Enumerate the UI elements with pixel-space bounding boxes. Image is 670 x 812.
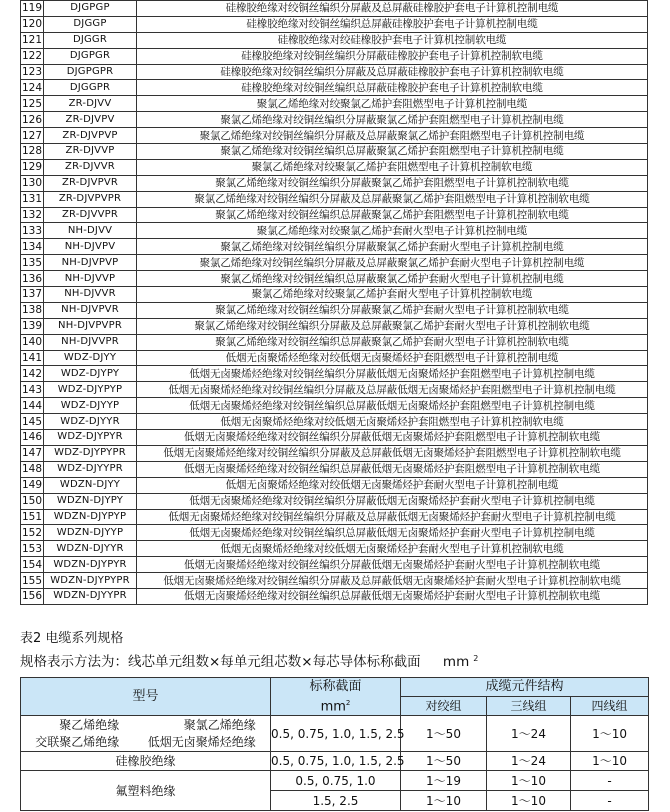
model-row-number: 126 [21,113,43,126]
spec-notation-line [20,650,478,670]
spec-pair-cell: 1～50 [401,752,487,771]
model-row [21,350,648,366]
cable-model-table-body [21,1,648,605]
model-row-code: WDZN-DJYPYP [44,509,137,525]
model-row [21,128,648,144]
model-row-number: 154 [21,558,43,571]
cable-spec-table [20,677,649,811]
model-row [21,191,648,207]
spec-row [21,716,649,752]
model-row-code: DJGPGPR [44,64,137,80]
model-row [21,382,648,398]
model-row-description: 低烟无卤聚烯烃绝缘对绞铜丝编织总屏蔽低烟无卤聚烯烃护套耐火型电子计算机控制电缆 [137,525,648,541]
model-row-description: 聚氯乙烯绝缘对绞铜丝编织分屏蔽及总屏蔽聚氯乙烯护套耐火型电子计算机控制电缆 [137,255,648,271]
model-row-description: 低烟无卤聚烯烃绝缘对绞低烟无卤聚烯烃护套阻燃型电子计算机控制软电缆 [137,414,648,430]
spec-model-pairs [21,717,270,751]
model-row [21,32,648,48]
spec-pair-cell: 1～10 [401,791,487,811]
model-row [21,16,648,32]
model-row-description: 聚氯乙烯绝缘对绞铜丝编织分屏蔽聚氯乙烯护套阻燃型电子计算机控制电缆 [137,112,648,128]
model-row-description: 低烟无卤聚烯烃绝缘对绞铜丝编织分屏蔽低烟无卤聚烯烃护套阻燃型电子计算机控制电缆 [137,366,648,382]
model-row-description: 硅橡胶绝缘对绞硅橡胶护套电子计算机控制软电缆 [137,32,648,48]
spec-quad-cell: 1～10 [571,752,649,771]
model-row-number: 153 [21,542,43,555]
model-row-description: 聚氯乙烯绝缘对绞铜丝编织分屏蔽聚氯乙烯护套耐火型电子计算机控制电缆 [137,239,648,255]
model-row-code: WDZ-DJYYP [44,398,137,414]
model-row-code: NH-DJVPVPR [44,318,137,334]
model-row-description: 硅橡胶绝缘对绞铜丝编织分屏蔽及总屏蔽硅橡胶护套电子计算机控制电缆 [137,1,648,17]
header-nominal-section-unit [271,695,400,715]
model-row-number: 148 [21,463,43,476]
model-row-description: 聚氯乙烯绝缘对绞铜丝编织分屏蔽聚氯乙烯护套阻燃型电子计算机控制软电缆 [137,175,648,191]
model-row-number: 132 [21,209,43,222]
model-row [21,207,648,223]
spec-quad-cell: - [571,791,649,811]
model-row-code: DJGGP [44,16,137,32]
model-row [21,255,648,271]
model-row-code: ZR-DJVVP [44,144,137,160]
model-row-description: 低烟无卤聚烯烃绝缘对绞铜丝编织总屏蔽低烟无卤聚烯烃护套耐火型电子计算机控制软电缆 [137,588,648,604]
model-row-number: 128 [21,145,43,158]
model-row-number: 140 [21,336,43,349]
model-row-code: DJGGR [44,32,137,48]
model-row-code: ZR-DJVVR [44,159,137,175]
model-row [21,366,648,382]
spec-row [21,771,649,791]
model-row [21,477,648,493]
model-row-number: 119 [21,2,43,15]
model-row-number: 143 [21,383,43,396]
model-row-description: 硅橡胶绝缘对绞铜丝编织分屏蔽及总屏蔽硅橡胶护套电子计算机控制软电缆 [137,64,648,80]
model-row-description: 低烟无卤聚烯烃绝缘对绞铜丝编织分屏蔽及总屏蔽低烟无卤聚烯烃护套耐火型电子计算机控制软电缆 [137,573,648,589]
spec-model-item: 聚氯乙烯绝缘 [183,717,256,732]
model-row-number: 146 [21,431,43,444]
spec-section-cell: 0.5, 0.75, 1.0, 1.5, 2.5 [271,716,401,752]
header-triple: 三线组 [487,697,571,716]
model-row-number: 147 [21,447,43,460]
model-row [21,334,648,350]
model-row-code: ZR-DJVPVP [44,128,137,144]
model-row-number: 125 [21,97,43,110]
model-row-number: 145 [21,415,43,428]
model-row-number: 155 [21,574,43,587]
model-row [21,48,648,64]
model-row-code: WDZN-DJYPYPR [44,573,137,589]
model-row-number: 130 [21,177,43,190]
model-row-description: 硅橡胶绝缘对绞铜丝编织总屏蔽硅橡胶护套电子计算机控制软电缆 [137,80,648,96]
header-quad: 四线组 [571,697,649,716]
model-row-description: 低烟无卤聚烯烃绝缘对绞低烟无卤聚烯烃护套耐火型电子计算机控制电缆 [137,477,648,493]
table2-caption: 表2 电缆系列规格 [20,631,124,646]
model-row [21,398,648,414]
model-row-description: 低烟无卤聚烯烃绝缘对绞铜丝编织分屏蔽低烟无卤聚烯烃护套阻燃型电子计算机控制软电缆 [137,430,648,446]
model-row-number: 144 [21,399,43,412]
model-row-code: NH-DJVPVR [44,302,137,318]
header-model: 型号 [21,678,271,716]
model-row-number: 156 [21,590,43,603]
model-row-description: 低烟无卤聚烯烃绝缘对绞铜丝编织分屏蔽低烟无卤聚烯烃护套耐火型电子计算机控制电缆 [137,493,648,509]
model-row-code: WDZN-DJYYP [44,525,137,541]
model-row-description: 聚氯乙烯绝缘对绞铜丝编织分屏蔽及总屏蔽聚氯乙烯护套阻燃型电子计算机控制电缆 [137,128,648,144]
spec-model-item: 低烟无卤聚烯烃绝缘 [147,734,256,749]
model-row-description: 聚氯乙烯绝缘对绞铜丝编织分屏蔽及总屏蔽聚氯乙烯护套阻燃型电子计算机控制软电缆 [137,191,648,207]
spec-quad-cell: - [571,771,649,791]
model-row-code: WDZN-DJYY [44,477,137,493]
model-row-description: 低烟无卤聚烯烃绝缘对绞低烟无卤聚烯烃护套阻燃型电子计算机控制电缆 [137,350,648,366]
model-row [21,445,648,461]
model-row-code: WDZ-DJYPYP [44,382,137,398]
model-row-number: 134 [21,240,43,253]
header-cable-structure: 成缆元件结构 [401,678,649,697]
model-row-code: DJGPGR [44,48,137,64]
model-row-description: 聚氯乙烯绝缘对绞聚氯乙烯护套阻燃型电子计算机控制电缆 [137,96,648,112]
model-row-code: NH-DJVV [44,223,137,239]
model-row-description: 聚氯乙烯绝缘对绞铜丝编织分屏蔽及总屏蔽聚氯乙烯护套耐火型电子计算机控制软电缆 [137,318,648,334]
spec-row [21,752,649,771]
header-section-unit-text: mm [320,699,346,715]
header-nominal-section-label: 标称截面 [309,679,362,694]
model-row-description: 低烟无卤聚烯烃绝缘对绞铜丝编织分屏蔽低烟无卤聚烯烃护套耐火型电子计算机控制软电缆 [137,557,648,573]
model-row-number: 136 [21,272,43,285]
spec-notation-unit-sup: 2 [473,653,479,663]
model-row-description: 低烟无卤聚烯烃绝缘对绞铜丝编织总屏蔽低烟无卤聚烯烃护套阻燃型电子计算机控制电缆 [137,398,648,414]
model-row-code: WDZ-DJYY [44,350,137,366]
model-row-number: 135 [21,256,43,269]
model-row-number: 123 [21,66,43,78]
spec-notation-text: 规格表示方法为：线芯单元组数×每单元组芯数×每芯导体标称截面 [20,654,421,670]
spec-triple-cell: 1～10 [487,791,571,811]
model-row-code: WDZN-DJYPYR [44,557,137,573]
model-row [21,509,648,525]
model-row [21,159,648,175]
spec-model-cell: 硅橡胶绝缘 [21,752,271,771]
model-row-number: 127 [21,129,43,142]
model-row-description: 聚氯乙烯绝缘对绞铜丝编织总屏蔽聚氯乙烯护套阻燃型电子计算机控制电缆 [137,144,648,160]
header-pair: 对绞组 [401,697,487,716]
model-row-description: 低烟无卤聚烯烃绝缘对绞铜丝编织总屏蔽低烟无卤聚烯烃护套阻燃型电子计算机控制软电缆 [137,461,648,477]
model-row [21,414,648,430]
model-row-code: DJGPGP [44,1,137,17]
spec-model-col-left [35,717,119,751]
header-section-unit-sup: 2 [345,699,351,707]
model-row-code: ZR-DJVV [44,96,137,112]
model-row-number: 129 [21,161,43,174]
model-row-code: ZR-DJVVPR [44,207,137,223]
model-row-number: 121 [21,34,43,47]
model-row [21,318,648,334]
model-row [21,112,648,128]
spec-model-col-right [148,717,256,751]
model-row-number: 124 [21,81,43,94]
header-nominal-section [271,678,401,716]
model-row [21,557,648,573]
model-row-code: DJGGPR [44,80,137,96]
model-row-description: 聚氯乙烯绝缘对绞聚氯乙烯护套阻燃型电子计算机控制软电缆 [137,159,648,175]
model-row [21,588,648,604]
model-row-number: 152 [21,526,43,539]
model-row [21,80,648,96]
model-row-code: NH-DJVVPR [44,334,137,350]
spec-model-cell [21,716,271,752]
model-row [21,573,648,589]
spec-section-cell: 0.5, 0.75, 1.0 [271,771,401,791]
model-row [21,175,648,191]
model-row-code: WDZN-DJYPY [44,493,137,509]
model-row-code: ZR-DJVPV [44,112,137,128]
model-row-number: 149 [21,479,43,492]
model-row-number: 131 [21,193,43,206]
model-row-description: 聚氯乙烯绝缘对绞聚氯乙烯护套耐火型电子计算机控制电缆 [137,223,648,239]
spec-quad-cell: 1～10 [571,716,649,752]
model-row-description: 聚氯乙烯绝缘对绞铜丝编织总屏蔽聚氯乙烯护套耐火型电子计算机控制电缆 [137,271,648,287]
model-row-number: 142 [21,367,43,380]
spec-triple-cell: 1～24 [487,752,571,771]
model-row-number: 133 [21,224,43,237]
model-row-description: 聚氯乙烯绝缘对绞铜丝编织分屏蔽聚氯乙烯护套耐火型电子计算机控制软电缆 [137,302,648,318]
model-row-code: ZR-DJVPVR [44,175,137,191]
model-row-code: WDZ-DJYPY [44,366,137,382]
model-row [21,461,648,477]
model-row [21,271,648,287]
model-row-number: 150 [21,495,43,508]
model-row-code: WDZ-DJYYPR [44,461,137,477]
model-row-number: 151 [21,510,43,523]
model-row [21,144,648,160]
spec-notation-unit: mm [442,654,470,670]
model-row-description: 聚氯乙烯绝缘对绞铜丝编织总屏蔽聚氯乙烯护套耐火型电子计算机控制软电缆 [137,334,648,350]
model-row [21,430,648,446]
model-row-code: WDZ-DJYYR [44,414,137,430]
spec-model-item: 交联聚乙烯绝缘 [35,734,120,749]
spec-section-cell: 1.5, 2.5 [271,791,401,811]
model-row-code: WDZ-DJYPYR [44,430,137,446]
model-row [21,525,648,541]
model-row-number: 137 [21,288,43,301]
model-row [21,302,648,318]
spec-pair-cell: 1～19 [401,771,487,791]
model-row-description: 硅橡胶绝缘对绞铜丝编织总屏蔽硅橡胶护套电子计算机控制电缆 [137,16,648,32]
model-row-code: NH-DJVVP [44,271,137,287]
model-row-description: 低烟无卤聚烯烃绝缘对绞铜丝编织分屏蔽及总屏蔽低烟无卤聚烯烃护套阻燃型电子计算机控制电缆 [137,382,648,398]
spec-model-item: 聚乙烯绝缘 [59,717,120,732]
model-row-code: WDZN-DJYYPR [44,588,137,604]
spec-pair-cell: 1～50 [401,716,487,752]
model-row-description: 聚氯乙烯绝缘对绞铜丝编织总屏蔽聚氯乙烯护套阻燃型电子计算机控制软电缆 [137,207,648,223]
model-row [21,287,648,303]
model-row [21,223,648,239]
spec-triple-cell: 1～24 [487,716,571,752]
model-row-code: NH-DJVPV [44,239,137,255]
model-row [21,493,648,509]
model-row [21,239,648,255]
model-row-code: NH-DJVVR [44,287,137,303]
model-row-number: 120 [21,18,43,31]
model-row-description: 低烟无卤聚烯烃绝缘对绞铜丝编织分屏蔽及总屏蔽低烟无卤聚烯烃护套耐火型电子计算机控制电缆 [137,509,648,525]
model-row-code: WDZN-DJYYR [44,541,137,557]
model-row-number: 138 [21,304,43,317]
model-row-number: 139 [21,320,43,333]
spec-triple-cell: 1～10 [487,771,571,791]
model-row-description: 低烟无卤聚烯烃绝缘对绞铜丝编织分屏蔽及总屏蔽低烟无卤聚烯烃护套阻燃型电子计算机控制软电缆 [137,445,648,461]
model-row-number: 122 [21,50,43,63]
model-row-description: 低烟无卤聚烯烃绝缘对绞低烟无卤聚烯烃护套耐火型电子计算机控制软电缆 [137,541,648,557]
cable-model-table [20,0,648,605]
model-row-code: WDZ-DJYPYPR [44,445,137,461]
model-row [21,541,648,557]
model-row-code: NH-DJVPVP [44,255,137,271]
model-row-code: ZR-DJVPVPR [44,191,137,207]
model-row [21,64,648,80]
spec-section-cell: 0.5, 0.75, 1.0, 1.5, 2.5 [271,752,401,771]
model-row-description: 硅橡胶绝缘对绞铜丝编织分屏蔽硅橡胶护套电子计算机控制软电缆 [137,48,648,64]
model-row-number: 141 [21,352,43,365]
spec-model-cell: 氟塑料绝缘 [21,771,271,811]
model-row [21,1,648,17]
model-row [21,96,648,112]
model-row-description: 聚氯乙烯绝缘对绞聚氯乙烯护套耐火型电子计算机控制软电缆 [137,287,648,303]
